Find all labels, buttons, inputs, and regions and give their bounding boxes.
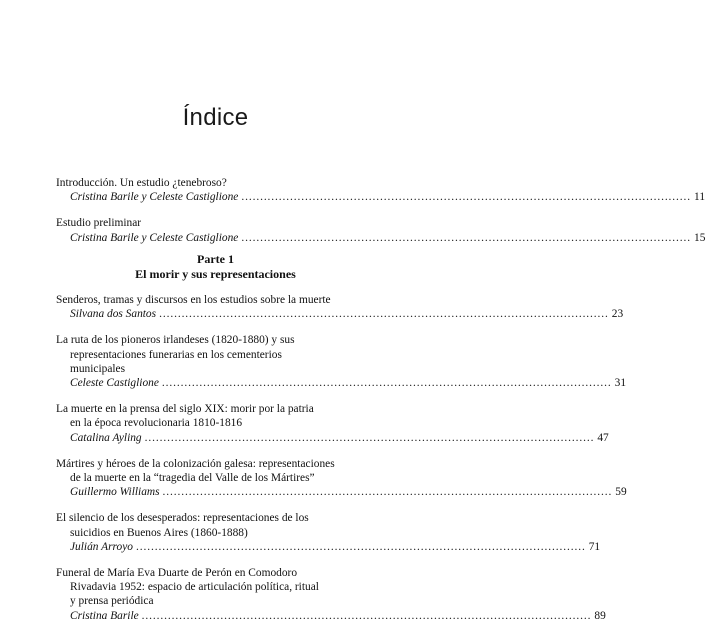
toc-entry xyxy=(56,216,705,244)
toc-entry xyxy=(56,511,601,554)
entry-title: Introducción. Un estudio ¿tenebroso? xyxy=(56,177,227,189)
page-number: 47 xyxy=(597,431,609,444)
page-number: 11 xyxy=(694,191,705,204)
toc-entry xyxy=(56,402,609,445)
entry-title-continued: en la época revolucionaria 1810-1816 xyxy=(70,417,243,430)
author-line xyxy=(56,540,601,554)
entry-author: Cristina Barile y Celeste Castiglione xyxy=(70,231,239,244)
entry-title: La muerte en la prensa del siglo XIX: morir por la patria xyxy=(56,403,314,416)
entry-title: El silencio de los desesperados: representaciones de los xyxy=(56,512,309,525)
toc-entry xyxy=(56,457,627,500)
toc-entry xyxy=(56,566,606,623)
entry-title: Funeral de María Eva Duarte de Perón en Comodoro xyxy=(56,567,298,580)
entry-title-continued: de la muerte en la “tragedia del Valle de los Mártires” xyxy=(70,472,315,485)
dot-leader: ........................................................................................................................ xyxy=(161,377,612,390)
toc-entry xyxy=(56,293,624,321)
entry-author: Silvana dos Santos xyxy=(70,308,157,321)
entry-title-continued: suicidios en Buenos Aires (1860-1888) xyxy=(70,526,248,539)
entry-title-continued: representaciones funerarias en los cementerios xyxy=(70,348,282,361)
part-label: Parte 1 xyxy=(197,252,234,266)
intro-toc xyxy=(56,176,705,257)
entry-title-continued: municipales xyxy=(70,362,126,375)
page-number: 89 xyxy=(594,609,606,622)
dot-leader: ........................................................................................................................ xyxy=(159,308,609,321)
page-number: 15 xyxy=(694,231,705,244)
dot-leader: ........................................................................................................................ xyxy=(162,486,613,499)
toc-entry xyxy=(56,333,627,390)
entry-author: Cristina Barile y Celeste Castiglione xyxy=(70,191,239,204)
author-line xyxy=(56,431,609,445)
entry-title-continued: y prensa periódica xyxy=(70,595,154,608)
entry-title: La ruta de los pioneros irlandeses (1820-1880) y sus xyxy=(56,334,295,347)
author-line xyxy=(56,609,606,623)
author-line xyxy=(56,231,705,245)
toc-entry xyxy=(56,176,705,204)
entry-title: Estudio preliminar xyxy=(56,217,142,230)
author-line xyxy=(56,307,624,321)
entry-title-continued: Rivadavia 1952: espacio de articulación política, ritual xyxy=(70,581,319,594)
author-line xyxy=(56,376,627,390)
page-number: 31 xyxy=(614,377,627,390)
part-heading xyxy=(0,252,431,282)
page-number: 23 xyxy=(611,308,624,321)
dot-leader: ........................................................................................................................ xyxy=(141,609,592,622)
part-subtitle: El morir y sus representaciones xyxy=(135,267,296,281)
entry-author: Cristina Barile xyxy=(70,609,139,622)
entry-author: Catalina Ayling xyxy=(70,431,142,444)
entry-author: Guillermo Williams xyxy=(70,486,160,499)
page-title: Índice xyxy=(182,104,249,131)
entry-author: Celeste Castiglione xyxy=(70,377,159,390)
entry-title: Mártires y héroes de la colonización galesa: representaciones xyxy=(56,457,335,470)
entry-author: Julián Arroyo xyxy=(70,540,133,553)
dot-leader: ........................................................................................................................ xyxy=(241,191,692,204)
part1-toc xyxy=(56,293,627,635)
author-line xyxy=(56,485,627,499)
dot-leader: ........................................................................................................................ xyxy=(241,231,692,244)
page-number: 71 xyxy=(588,540,601,553)
dot-leader: ........................................................................................................................ xyxy=(135,540,586,553)
author-line xyxy=(56,190,705,204)
page-number: 59 xyxy=(615,486,627,499)
entry-title: Senderos, tramas y discursos en los estudios sobre la muerte xyxy=(56,294,331,306)
dot-leader: ........................................................................................................................ xyxy=(144,431,595,444)
